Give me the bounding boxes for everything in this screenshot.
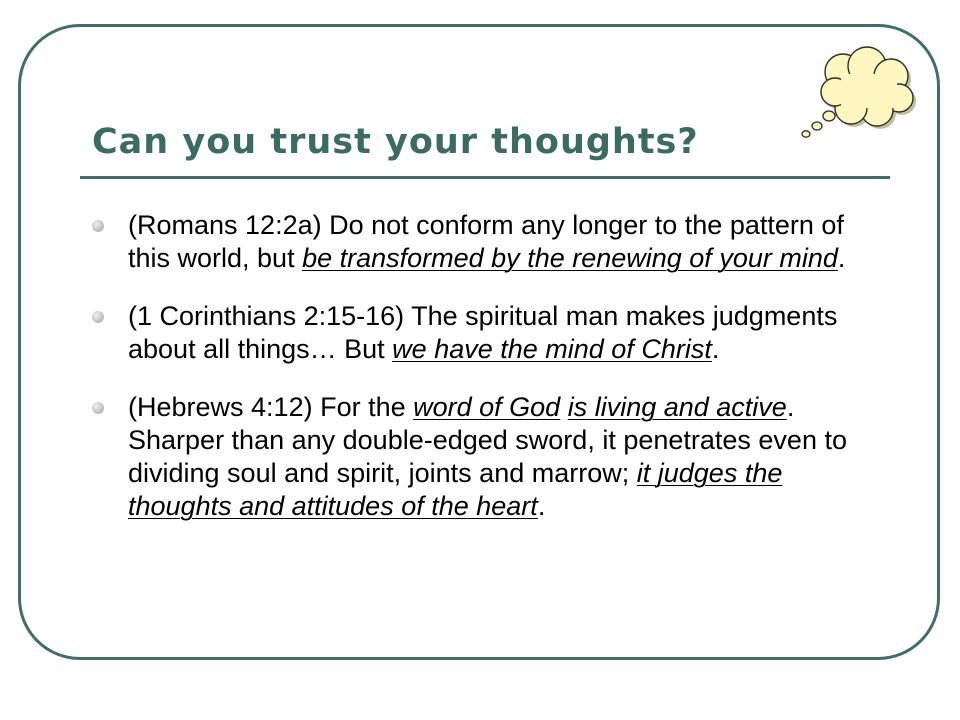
bullet-text: . Sharper than any double-edged sword, it penetrates even to dividing soul and spirit, joints and marrow;: [128, 392, 847, 488]
bullet-list: [88, 209, 878, 548]
bullet-text: .: [837, 243, 846, 273]
bullet-dot-icon: [92, 311, 104, 323]
bullet-item: [88, 209, 878, 275]
bullet-item: [88, 391, 878, 523]
emphasized-text: be transformed by the renewing of your mind: [302, 243, 838, 273]
emphasized-text: it judges the thoughts and attitudes of the heart: [128, 458, 783, 521]
bullet-text: .: [537, 491, 546, 521]
title-divider: [80, 176, 890, 179]
slide-title: Can you trust your thoughts?: [92, 122, 699, 162]
bullet-text: (Romans 12:2a) Do not conform any longer to the pattern of this world, but: [128, 210, 844, 273]
bullet-text: (Hebrews 4:12) For the: [128, 392, 414, 422]
emphasized-text: is living and active: [567, 392, 787, 422]
bullet-text: (1 Corinthians 2:15-16) The spiritual man makes judgments about all things… But: [128, 301, 838, 364]
bullet-dot-icon: [92, 220, 104, 232]
emphasized-text: word of God: [413, 392, 561, 422]
bullet-item: [88, 300, 878, 366]
thought-bubble-icon: [795, 42, 925, 142]
emphasized-text: we have the mind of Christ: [392, 334, 712, 364]
bullet-text: .: [711, 334, 720, 364]
bullet-text: [560, 392, 568, 422]
bullet-dot-icon: [92, 402, 104, 414]
